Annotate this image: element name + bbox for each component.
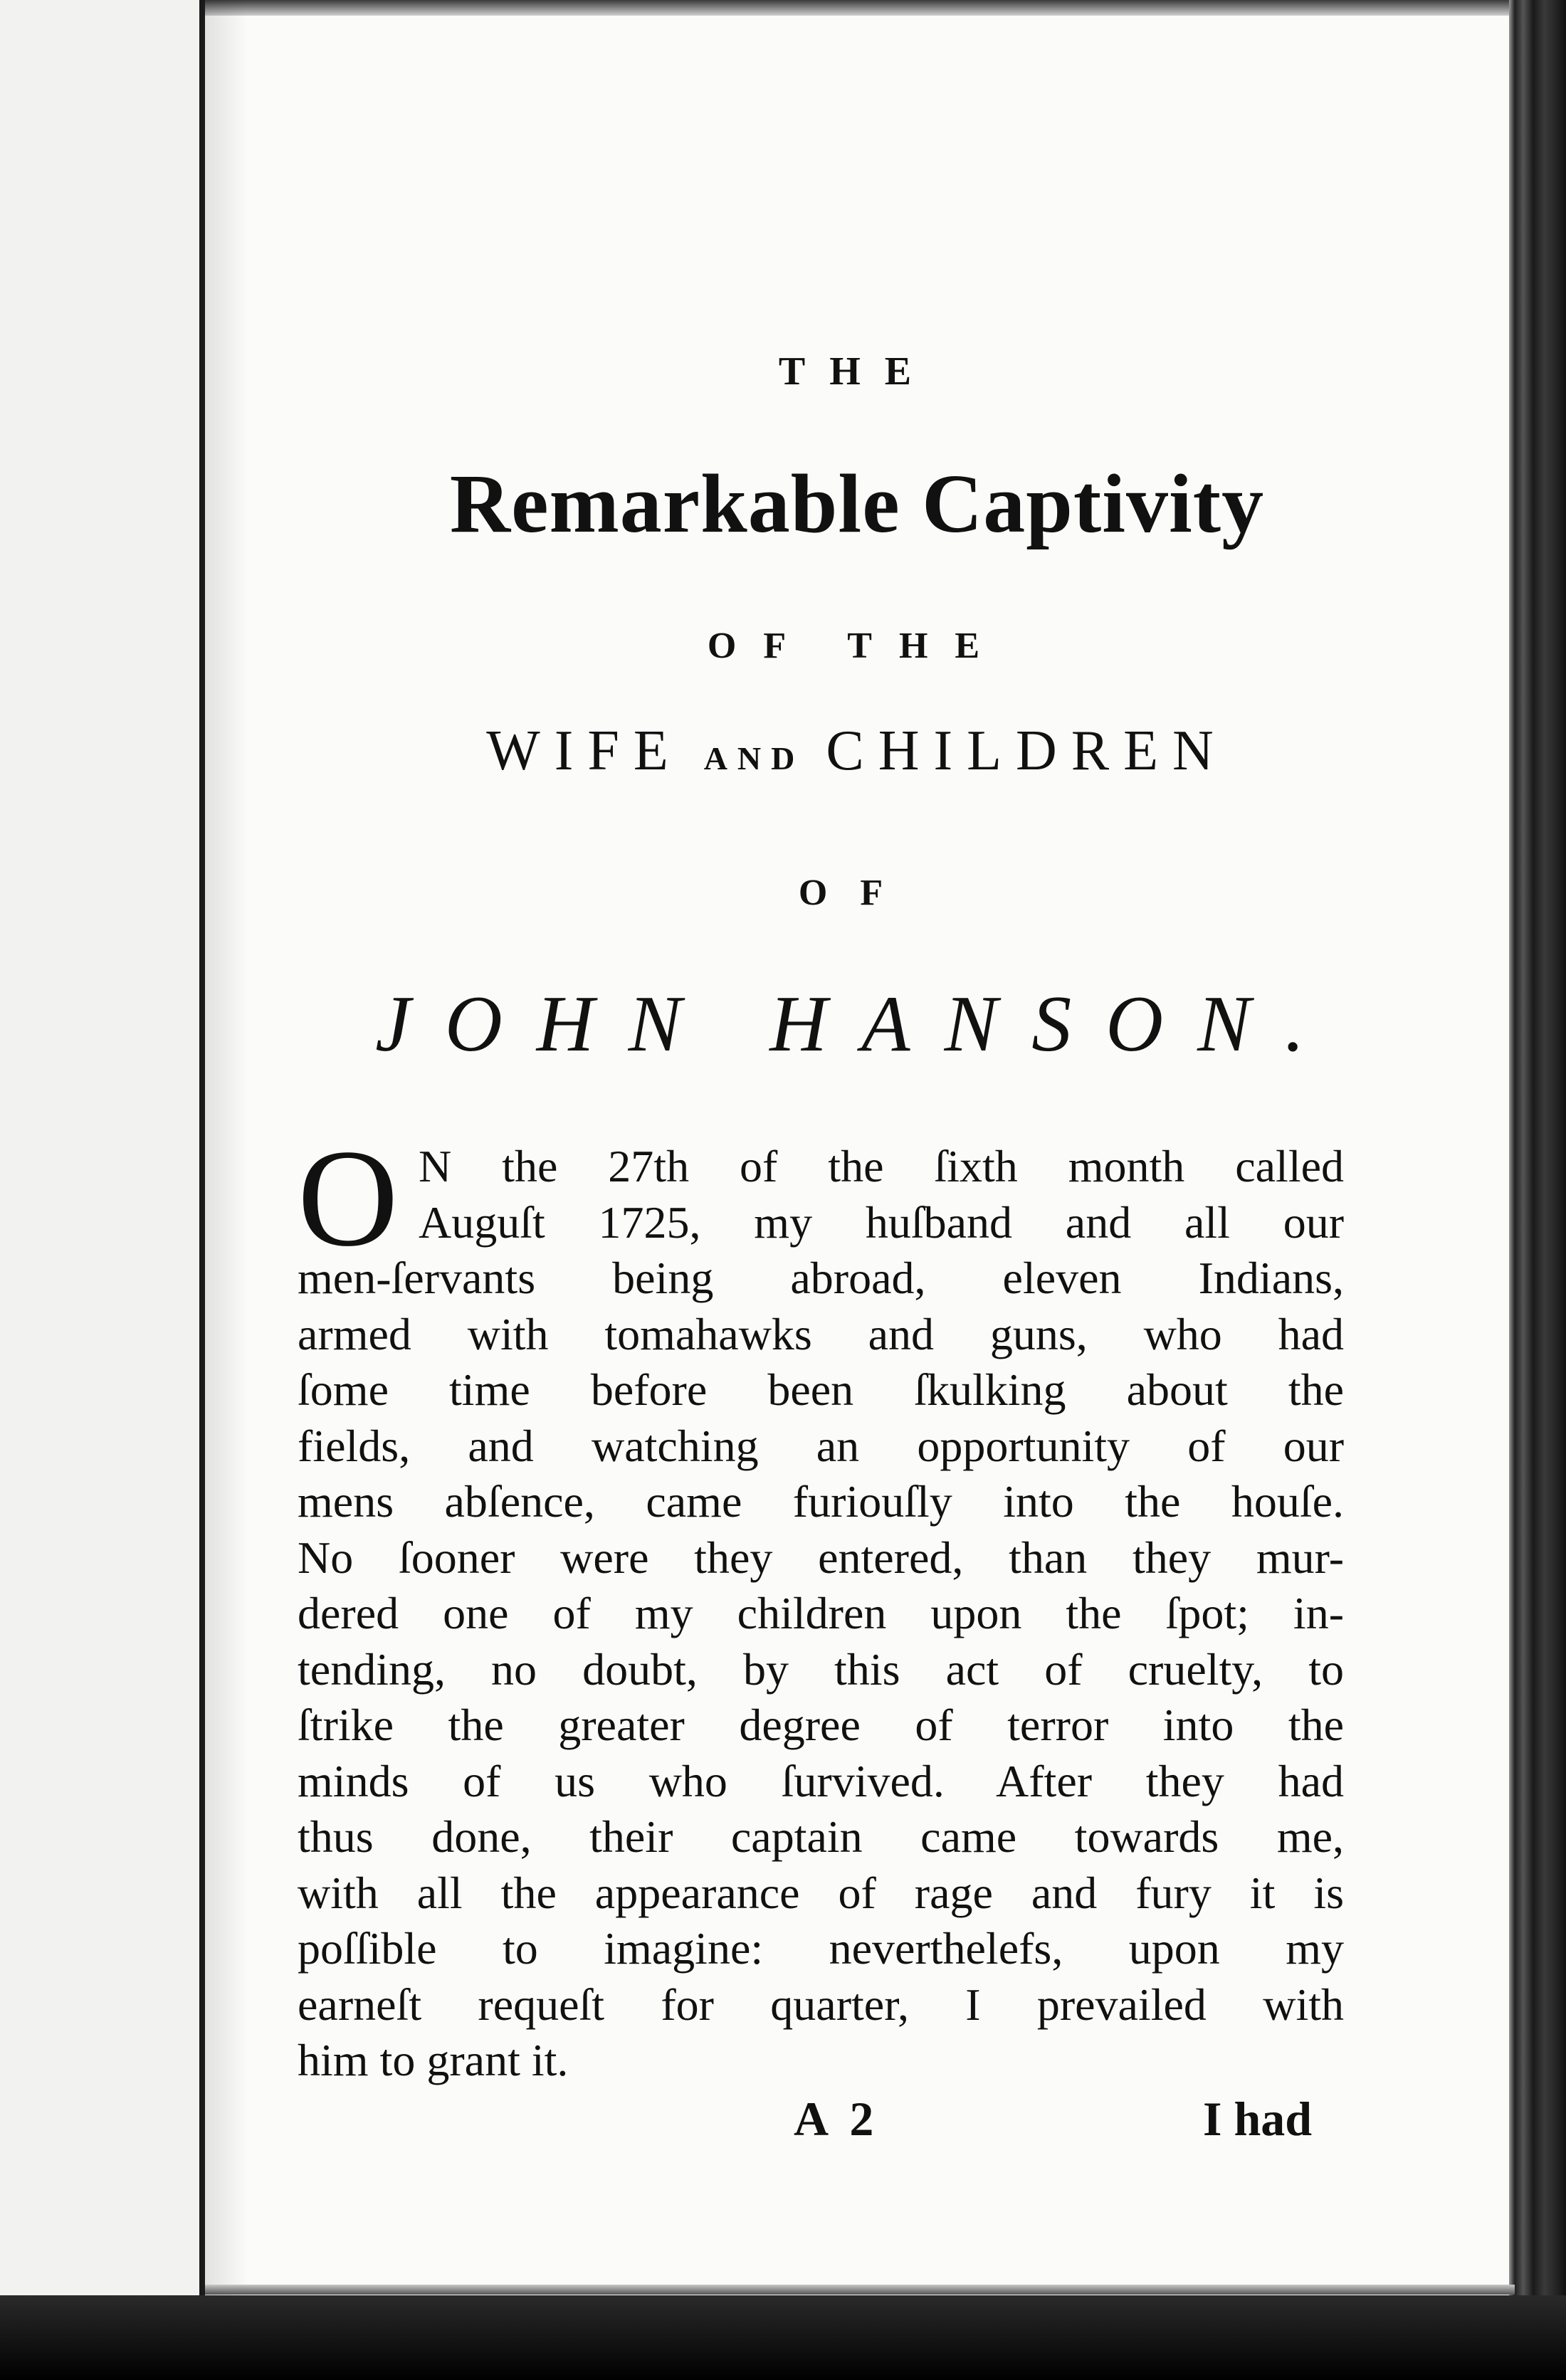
book-gutter (199, 0, 205, 2299)
text-line: No ſooner were they entered, than they mur- (298, 1532, 1344, 1583)
text-line: poſſible to imagine: neverthelefs, upon my (298, 1923, 1344, 1974)
text-line: minds of us who ſurvived. After they had (298, 1755, 1344, 1806)
text-line: Auguſt 1725, my huſband and all our (419, 1196, 1344, 1248)
text-line: tending, no doubt, by this act of cruelty, to (298, 1643, 1344, 1695)
gutter-shadow (205, 0, 248, 2299)
page-bottom-edge (205, 2285, 1515, 2295)
main-title: Remarkable Captivity (449, 457, 1265, 550)
text-line: N the 27th of the ſixth month called (419, 1141, 1344, 1191)
text-line: earneſt requeſt for quarter, I prevailed with (298, 1979, 1344, 2030)
text-line: ſtrike the greater degree of terror into the (298, 1700, 1344, 1750)
text-line: ſome time before been ſkulking about the (298, 1364, 1344, 1415)
text-line: fields, and watching an opportunity of our (298, 1420, 1344, 1471)
title-the: THE (778, 349, 936, 394)
signature-mark: A 2 (794, 2092, 880, 2146)
catchword: I had (1203, 2092, 1313, 2146)
text-line: thus done, their captain came towards me, (298, 1811, 1344, 1862)
narrative-paragraph (298, 1121, 1344, 2089)
facing-page-edge (0, 0, 201, 2380)
text-line: with all the appearance of rage and fury it is (298, 1867, 1344, 1918)
title-wife-and-children (205, 719, 1509, 784)
title-children: CHILDREN (826, 720, 1228, 782)
text-line: him to grant it. (298, 2035, 569, 2085)
page-fore-edge (1509, 0, 1566, 2380)
text-line: dered one of my children upon the ſpot; in- (298, 1588, 1344, 1638)
title-of-the: OF THE (707, 626, 1007, 666)
drop-cap: O (298, 1121, 399, 1275)
title-and: AND (703, 740, 805, 776)
text-line: mens abſence, came furiouſly into the houſe. (298, 1476, 1344, 1527)
text-line: armed with tomahawks and guns, who had (298, 1308, 1344, 1359)
text-line: men-ſervants being abroad, eleven Indians, (298, 1253, 1344, 1303)
title-name: JOHN HANSON. (375, 980, 1339, 1068)
title-wife: WIFE (486, 720, 683, 782)
title-of: OF (798, 873, 916, 913)
scan-bottom-border (0, 2295, 1566, 2380)
